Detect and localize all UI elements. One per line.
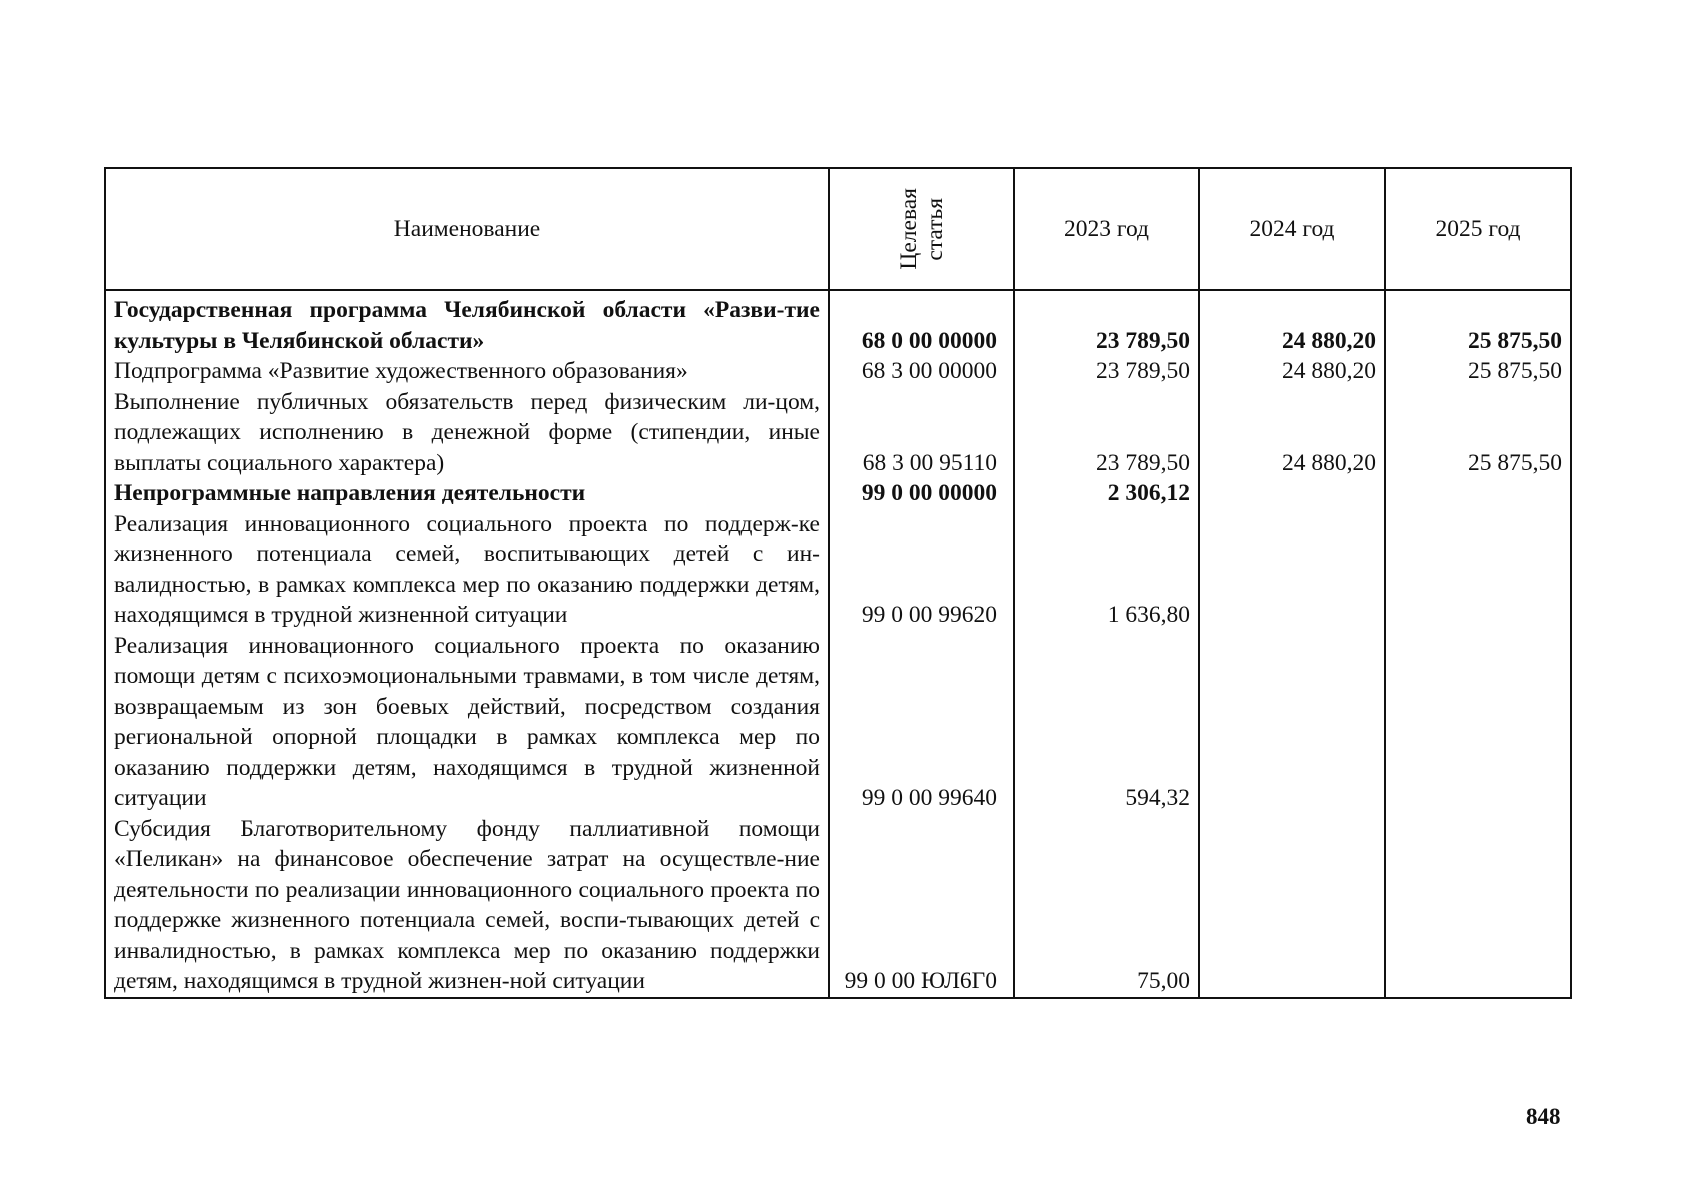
- row-code: 99 0 00 99640: [829, 631, 1014, 814]
- row-2024: [1199, 509, 1385, 631]
- row-2023: 23 789,50: [1014, 356, 1199, 387]
- row-2025: [1385, 814, 1571, 998]
- row-2023: 594,32: [1014, 631, 1199, 814]
- row-code: 68 0 00 00000: [829, 290, 1014, 356]
- table-row: [105, 290, 1571, 356]
- table-row: [105, 356, 1571, 387]
- row-2023: 75,00: [1014, 814, 1199, 998]
- row-2023: 23 789,50: [1014, 387, 1199, 479]
- row-name: Реализация инновационного социального проекта по поддерж-ке жизненного потенциала семей, воспитывающих детей с ин-валидностью, в рамках комплекса мер по оказанию поддержки детям, находящимся в трудной жизненной ситуации: [105, 509, 829, 631]
- row-2025: [1385, 478, 1571, 509]
- row-2023: 23 789,50: [1014, 290, 1199, 356]
- row-name: Государственная программа Челябинской области «Разви-тие культуры в Челябинской области»: [105, 290, 829, 356]
- row-2025: 25 875,50: [1385, 290, 1571, 356]
- row-2023: 2 306,12: [1014, 478, 1199, 509]
- table-header-row: [105, 168, 1571, 290]
- row-2024: 24 880,20: [1199, 387, 1385, 479]
- table-row: [105, 509, 1571, 631]
- header-target-article-text: [896, 188, 948, 270]
- row-code: 99 0 00 ЮЛ6Г0: [829, 814, 1014, 998]
- header-year-2023: 2023 год: [1014, 168, 1199, 290]
- header-target-article-line1: Целевая: [895, 188, 922, 270]
- row-name: Выполнение публичных обязательств перед физическим ли-цом, подлежащих исполнению в денежной форме (стипендии, иные выплаты социального характера): [105, 387, 829, 479]
- row-code: 99 0 00 00000: [829, 478, 1014, 509]
- row-2025: 25 875,50: [1385, 356, 1571, 387]
- row-name: Подпрограмма «Развитие художественного образования»: [105, 356, 829, 387]
- row-2024: 24 880,20: [1199, 290, 1385, 356]
- table-row: [105, 814, 1571, 998]
- row-name: Непрограммные направления деятельности: [105, 478, 829, 509]
- row-code: 99 0 00 99620: [829, 509, 1014, 631]
- row-code: 68 3 00 95110: [829, 387, 1014, 479]
- page-number: 848: [1526, 1104, 1561, 1129]
- header-target-article: [829, 168, 1014, 290]
- row-name: Реализация инновационного социального проекта по оказанию помощи детям с психоэмоциональными травмами, в том числе детям, возвращаемым из зон боевых действий, посредством создания региональной опорной площадки в рамках комплекса мер по оказанию поддержки детям, находящимся в трудной жизненной ситуации: [105, 631, 829, 814]
- header-year-2024: 2024 год: [1199, 168, 1385, 290]
- row-name: Субсидия Благотворительному фонду паллиативной помощи «Пеликан» на финансовое обеспечение затрат на осуществле-ние деятельности по реализации инновационного социального проекта по поддержке жизненного потенциала семей, воспи-тывающих детей с инвалидностью, в рамках комплекса мер по оказанию поддержки детям, находящимся в трудной жизнен-ной ситуации: [105, 814, 829, 998]
- row-2025: [1385, 509, 1571, 631]
- table-row: [105, 631, 1571, 814]
- row-code: 68 3 00 00000: [829, 356, 1014, 387]
- row-2025: 25 875,50: [1385, 387, 1571, 479]
- row-2024: [1199, 631, 1385, 814]
- header-name: Наименование: [105, 168, 829, 290]
- budget-table: [104, 167, 1572, 999]
- row-2024: [1199, 814, 1385, 998]
- row-2024: 24 880,20: [1199, 356, 1385, 387]
- row-2023: 1 636,80: [1014, 509, 1199, 631]
- header-target-article-wrap: [830, 169, 1013, 289]
- row-2025: [1385, 631, 1571, 814]
- header-target-article-line2: статья: [921, 197, 948, 261]
- row-2024: [1199, 478, 1385, 509]
- table-row: [105, 387, 1571, 479]
- header-year-2025: 2025 год: [1385, 168, 1571, 290]
- table-row: [105, 478, 1571, 509]
